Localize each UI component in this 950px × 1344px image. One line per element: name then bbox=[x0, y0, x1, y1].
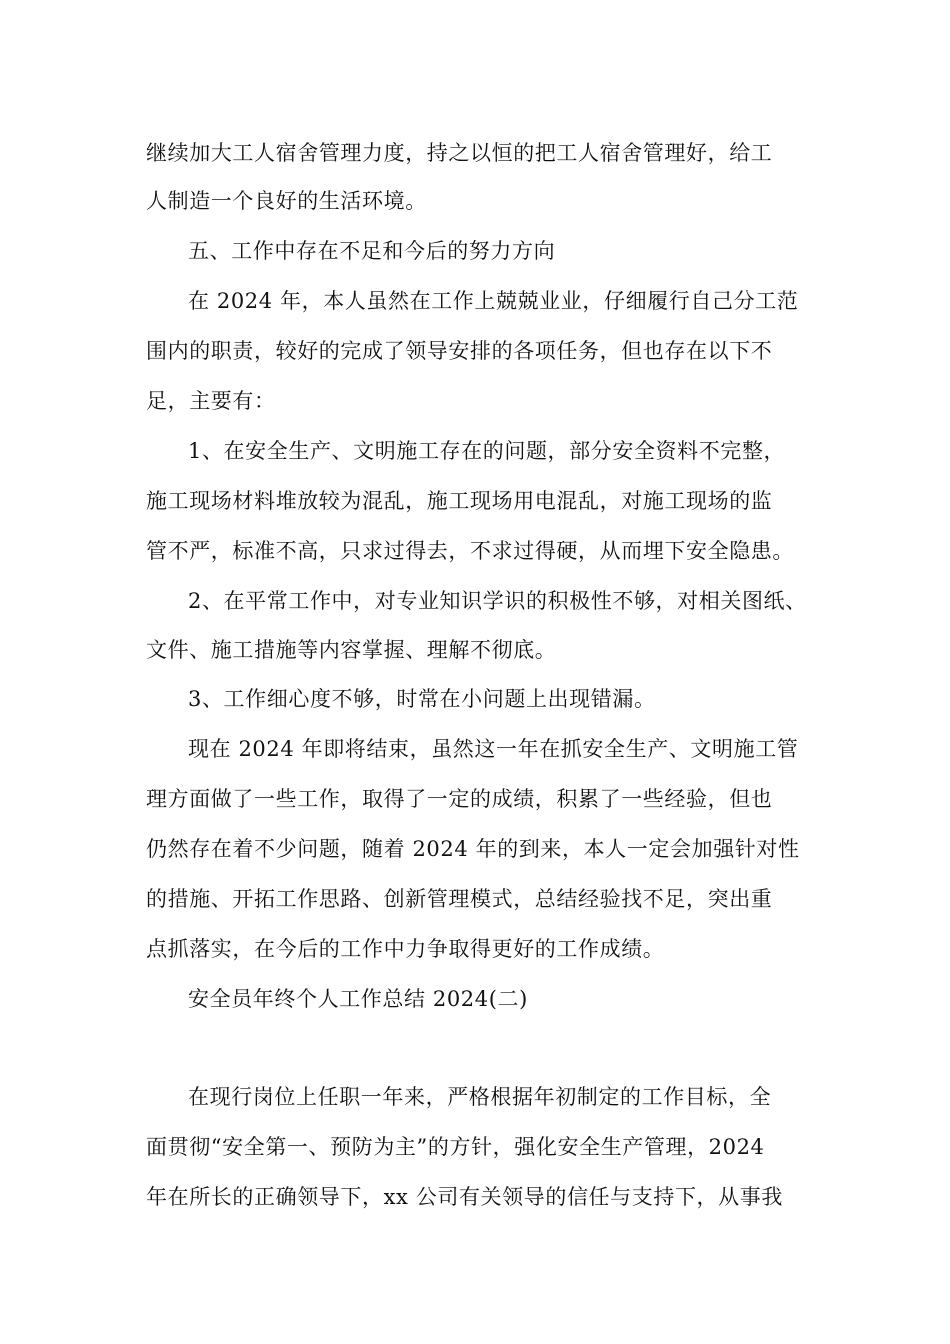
text-line: 继续加大工人宿舍管理力度，持之以恒的把工人宿舍管理好，给工 bbox=[146, 141, 773, 165]
list-item: 1、在安全生产、文明施工存在的问题，部分安全资料不完整， bbox=[188, 439, 786, 463]
section-heading: 五、工作中存在不足和今后的努力方向 bbox=[188, 239, 556, 263]
text-line: 理方面做了一些工作，取得了一定的成绩，积累了一些经验，但也 bbox=[146, 787, 773, 811]
text-line: 现在 2024 年即将结束，虽然这一年在抓安全生产、文明施工管 bbox=[188, 737, 799, 761]
text-line: 足，主要有： bbox=[146, 389, 276, 413]
list-item: 3、工作细心度不够，时常在小问题上出现错漏。 bbox=[188, 687, 656, 711]
text-line: 仍然存在着不少问题，随着 2024 年的到来，本人一定会加强针对性 bbox=[146, 837, 800, 861]
text-line: 文件、施工措施等内容掌握、理解不彻底。 bbox=[146, 638, 557, 662]
text-line: 的措施、开拓工作思路、创新管理模式，总结经验找不足，突出重 bbox=[146, 887, 773, 911]
text-line: 面贯彻“安全第一、预防为主”的方针，强化安全生产管理，2024 bbox=[146, 1135, 765, 1159]
text-line: 年在所长的正确领导下，xx 公司有关领导的信任与支持下，从事我 bbox=[146, 1185, 783, 1209]
document-subtitle: 安全员年终个人工作总结 2024(二) bbox=[188, 987, 528, 1011]
text-line: 在 2024 年，本人虽然在工作上兢兢业业，仔细履行自己分工范 bbox=[188, 289, 799, 313]
text-line: 管不严，标准不高，只求过得去，不求过得硬，从而埋下安全隐患。 bbox=[146, 539, 794, 563]
text-line: 施工现场材料堆放较为混乱，施工现场用电混乱，对施工现场的监 bbox=[146, 489, 773, 513]
text-line: 在现行岗位上任职一年来，严格根据年初制定的工作目标，全 bbox=[188, 1085, 772, 1109]
text-line: 点抓落实，在今后的工作中力争取得更好的工作成绩。 bbox=[146, 937, 665, 961]
text-line: 围内的职责，较好的完成了领导安排的各项任务，但也存在以下不 bbox=[146, 339, 773, 363]
list-item: 2、在平常工作中，对专业知识学识的积极性不够，对相关图纸、 bbox=[188, 589, 807, 613]
text-line: 人制造一个良好的生活环境。 bbox=[146, 189, 427, 213]
